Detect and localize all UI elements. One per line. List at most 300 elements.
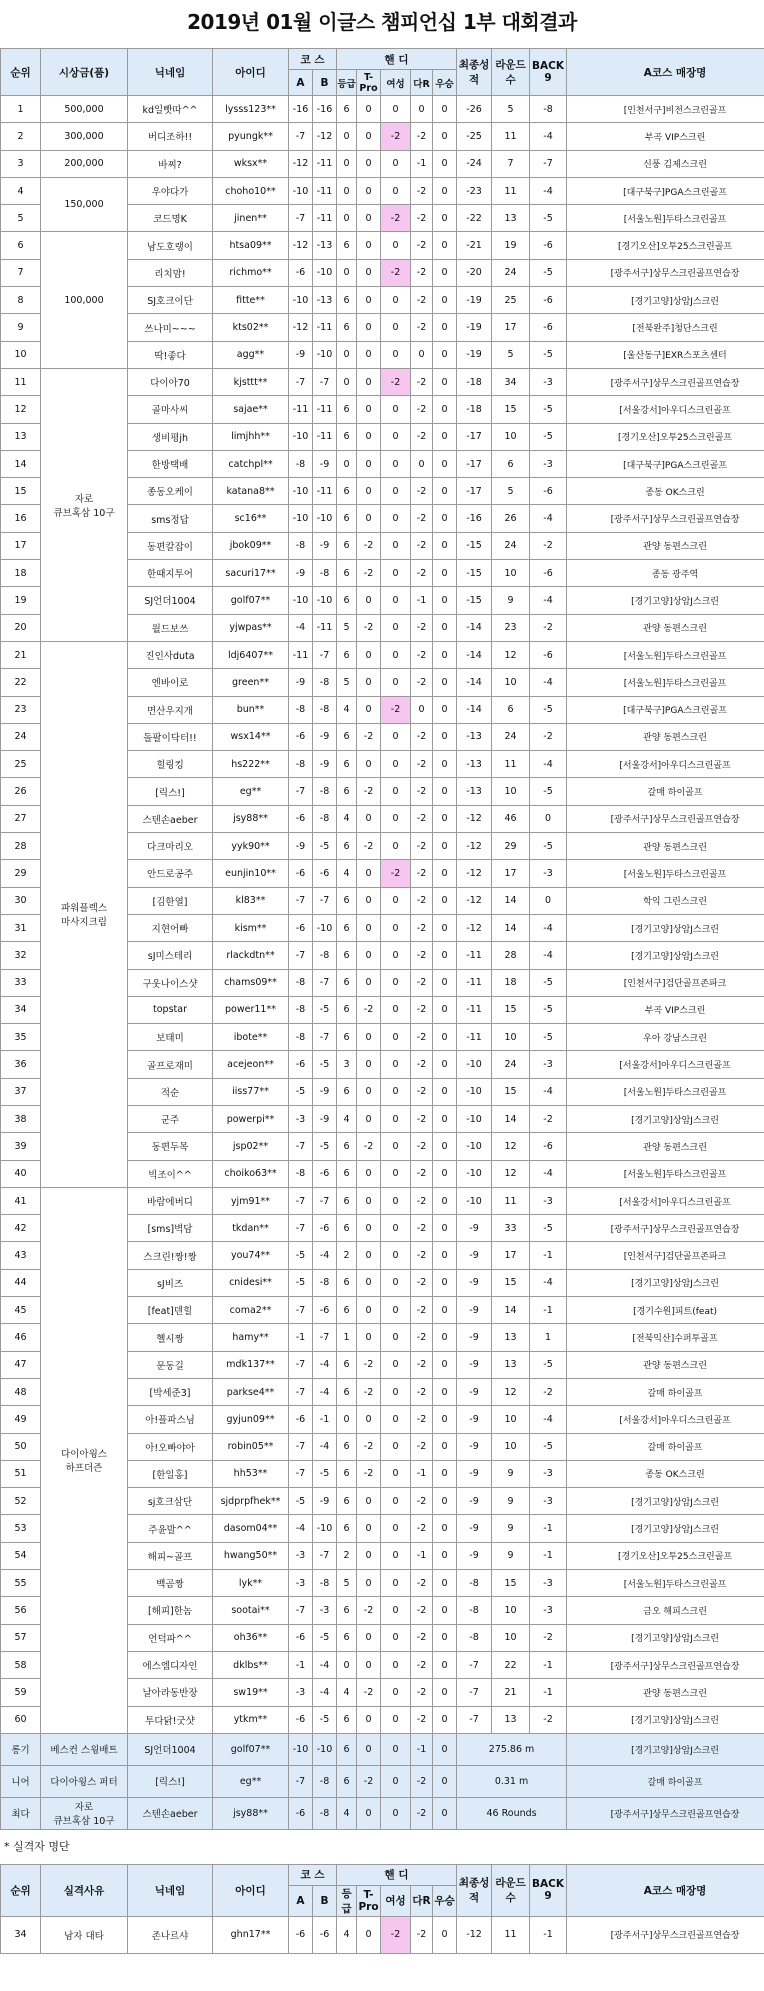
multi-round-cell: -2 [411, 1679, 433, 1706]
course-a-cell: -7 [289, 778, 313, 805]
win-cell: 0 [433, 1916, 457, 1953]
course-b-cell: -9 [313, 1078, 337, 1105]
grade-cell: 6 [337, 751, 357, 778]
course-a-cell: -3 [289, 1570, 313, 1597]
grade-cell: 6 [337, 887, 357, 914]
rounds-cell: 24 [492, 532, 530, 559]
course-b-cell: -12 [313, 123, 337, 150]
final-score-cell: -11 [457, 969, 492, 996]
win-cell: 0 [433, 232, 457, 259]
win-cell: 0 [433, 778, 457, 805]
course-a-cell: -3 [289, 1105, 313, 1132]
course-b-cell: -7 [313, 969, 337, 996]
id-cell: ghn17** [213, 1916, 289, 1953]
back9-cell: -4 [530, 1160, 567, 1187]
grade-cell: 0 [337, 1651, 357, 1678]
dq-header-rounds: 라운드수 [492, 1864, 530, 1916]
course-b-cell: -10 [313, 1733, 337, 1765]
rounds-cell: 17 [492, 1242, 530, 1269]
nickname-cell: [김한열] [128, 887, 213, 914]
tpro-cell: 0 [357, 368, 381, 395]
final-score-cell: -9 [457, 1324, 492, 1351]
tpro-cell: -2 [357, 778, 381, 805]
final-score-cell: -11 [457, 942, 492, 969]
female-cell: 0 [381, 833, 411, 860]
dq-header-course-a: A [289, 1885, 313, 1916]
final-score-cell: -15 [457, 587, 492, 614]
nickname-cell: 투다닭!굿샷 [128, 1706, 213, 1733]
tpro-cell: 0 [357, 396, 381, 423]
win-cell: 0 [433, 1242, 457, 1269]
course-b-cell: -5 [313, 1624, 337, 1651]
tpro-cell: 0 [357, 423, 381, 450]
course-b-cell: -10 [313, 259, 337, 286]
header-grade: 등급 [337, 70, 357, 96]
nickname-cell: 코드명K [128, 205, 213, 232]
dq-header-id: 아이디 [213, 1864, 289, 1916]
rounds-cell: 13 [492, 1324, 530, 1351]
tpro-cell: 0 [357, 1187, 381, 1214]
grade-cell: 6 [337, 587, 357, 614]
store-cell: [서울노원]두타스크린골프 [567, 1078, 764, 1105]
course-b-cell: -3 [313, 1597, 337, 1624]
win-cell: 0 [433, 478, 457, 505]
dq-header-final: 최종성적 [457, 1864, 492, 1916]
rank-cell: 17 [1, 532, 41, 559]
win-cell: 0 [433, 314, 457, 341]
award-prize-cell: 자로 큐브혹삼 10구 [41, 1797, 128, 1829]
female-cell: 0 [381, 751, 411, 778]
female-cell: 0 [381, 587, 411, 614]
female-cell: 0 [381, 723, 411, 750]
multi-round-cell: -2 [411, 860, 433, 887]
store-cell: [전북익산]수퍼투골프 [567, 1324, 764, 1351]
course-b-cell: -4 [313, 1679, 337, 1706]
course-b-cell: -4 [313, 1651, 337, 1678]
course-a-cell: -12 [289, 150, 313, 177]
course-a-cell: -7 [289, 1597, 313, 1624]
female-cell: 0 [381, 1160, 411, 1187]
id-cell: you74** [213, 1242, 289, 1269]
win-cell: 0 [433, 1297, 457, 1324]
id-cell: oh36** [213, 1624, 289, 1651]
course-a-cell: -8 [289, 751, 313, 778]
nickname-cell: 헬시짱 [128, 1324, 213, 1351]
tpro-cell: 0 [357, 314, 381, 341]
rounds-cell: 10 [492, 669, 530, 696]
win-cell: 0 [433, 1269, 457, 1296]
final-score-cell: -23 [457, 177, 492, 204]
tpro-cell: -2 [357, 723, 381, 750]
nickname-cell: 생비평jh [128, 423, 213, 450]
grade-cell: 0 [337, 341, 357, 368]
multi-round-cell: -2 [411, 1078, 433, 1105]
multi-round-cell: -2 [411, 1105, 433, 1132]
female-cell: 0 [381, 1133, 411, 1160]
female-cell: 0 [381, 396, 411, 423]
table-row [1, 177, 764, 204]
header-course-b: B [313, 70, 337, 96]
course-a-cell: -7 [289, 1215, 313, 1242]
rank-cell: 56 [1, 1597, 41, 1624]
tpro-cell: 0 [357, 1706, 381, 1733]
female-cell: 0 [381, 1542, 411, 1569]
back9-cell: -6 [530, 287, 567, 314]
grade-cell: 6 [337, 423, 357, 450]
grade-cell: 6 [337, 1133, 357, 1160]
course-a-cell: -9 [289, 560, 313, 587]
grade-cell: 6 [337, 1269, 357, 1296]
rounds-cell: 21 [492, 1679, 530, 1706]
nickname-cell: 스크린!짱!짱 [128, 1242, 213, 1269]
nickname-cell: 빅조이^^ [128, 1160, 213, 1187]
nickname-cell: [한일홍] [128, 1460, 213, 1487]
id-cell: cnidesi** [213, 1269, 289, 1296]
rank-cell: 11 [1, 368, 41, 395]
female-cell: -2 [381, 1916, 411, 1953]
grade-cell: 6 [337, 505, 357, 532]
store-cell: 종동 OK스크린 [567, 1460, 764, 1487]
rank-cell: 34 [1, 1916, 41, 1953]
final-score-cell: -17 [457, 478, 492, 505]
win-cell: 0 [433, 696, 457, 723]
rounds-cell: 11 [492, 751, 530, 778]
store-cell: [광주서구]상무스크린골프연습장 [567, 368, 764, 395]
back9-cell: -5 [530, 696, 567, 723]
header-tpro: T-Pro [357, 70, 381, 96]
final-score-cell: -8 [457, 1597, 492, 1624]
female-cell: -2 [381, 123, 411, 150]
back9-cell: -2 [530, 1378, 567, 1405]
tpro-cell: 0 [357, 587, 381, 614]
win-cell: 0 [433, 751, 457, 778]
grade-cell: 6 [337, 996, 357, 1023]
rounds-cell: 14 [492, 1297, 530, 1324]
win-cell: 0 [433, 641, 457, 668]
grade-cell: 4 [337, 860, 357, 887]
back9-cell: -4 [530, 751, 567, 778]
course-b-cell: -9 [313, 532, 337, 559]
rank-cell: 60 [1, 1706, 41, 1733]
store-cell: 관양 동편스크린 [567, 723, 764, 750]
final-score-cell: -14 [457, 641, 492, 668]
nickname-cell: 군주 [128, 1105, 213, 1132]
course-a-cell: -4 [289, 1515, 313, 1542]
nickname-cell: 아!오빠야아 [128, 1433, 213, 1460]
female-cell: -2 [381, 696, 411, 723]
rounds-cell: 25 [492, 287, 530, 314]
win-cell: 0 [433, 96, 457, 123]
multi-round-cell: -2 [411, 1433, 433, 1460]
store-cell: [광주서구]상무스크린골프연습장 [567, 505, 764, 532]
grade-cell: 4 [337, 1797, 357, 1829]
final-score-cell: -18 [457, 368, 492, 395]
multi-round-cell: -2 [411, 669, 433, 696]
multi-round-cell: -2 [411, 887, 433, 914]
prize-cell: 파워플렉스 마사지크림 [41, 641, 128, 1187]
tpro-cell: 0 [357, 150, 381, 177]
store-cell: 관양 동편스크린 [567, 1679, 764, 1706]
id-cell: yjwpas** [213, 614, 289, 641]
tpro-cell: 0 [357, 942, 381, 969]
rank-cell: 25 [1, 751, 41, 778]
store-cell: [인천서구]검단골프존파크 [567, 969, 764, 996]
tpro-cell: 0 [357, 805, 381, 832]
grade-cell: 4 [337, 1105, 357, 1132]
tpro-cell: 0 [357, 914, 381, 941]
rank-cell: 23 [1, 696, 41, 723]
win-cell: 0 [433, 368, 457, 395]
nickname-cell: 한때지투어 [128, 560, 213, 587]
tpro-cell: 0 [357, 96, 381, 123]
rounds-cell: 13 [492, 205, 530, 232]
nickname-cell: 종동오케이 [128, 478, 213, 505]
female-cell: 0 [381, 1324, 411, 1351]
multi-round-cell: -2 [411, 368, 433, 395]
nickname-cell: 해피~골프 [128, 1542, 213, 1569]
grade-cell: 6 [337, 641, 357, 668]
back9-cell: 0 [530, 887, 567, 914]
course-a-cell: -8 [289, 969, 313, 996]
grade-cell: 6 [337, 1160, 357, 1187]
back9-cell: -4 [530, 123, 567, 150]
tpro-cell: 0 [357, 123, 381, 150]
grade-cell: 6 [337, 1597, 357, 1624]
dq-header-grade: 등급 [337, 1885, 357, 1916]
header-multi: 다R [411, 70, 433, 96]
rank-cell: 13 [1, 423, 41, 450]
store-cell: [대구북구]PGA스크린골프 [567, 696, 764, 723]
final-score-cell: -12 [457, 860, 492, 887]
header-back9: BACK 9 [530, 49, 567, 96]
female-cell: 0 [381, 1351, 411, 1378]
win-cell: 0 [433, 450, 457, 477]
win-cell: 0 [433, 1651, 457, 1678]
multi-round-cell: -2 [411, 641, 433, 668]
rank-cell: 29 [1, 860, 41, 887]
grade-cell: 0 [337, 259, 357, 286]
win-cell: 0 [433, 259, 457, 286]
special-awards [1, 1733, 764, 1829]
id-cell: hwang50** [213, 1542, 289, 1569]
store-cell: [경기수원]피트(feat) [567, 1297, 764, 1324]
store-cell: [서울노원]두타스크린골프 [567, 860, 764, 887]
course-a-cell: -16 [289, 96, 313, 123]
grade-cell: 0 [337, 450, 357, 477]
course-a-cell: -6 [289, 1916, 313, 1953]
store-cell: 부곡 VIP스크린 [567, 123, 764, 150]
grade-cell: 4 [337, 805, 357, 832]
rounds-cell: 10 [492, 1024, 530, 1051]
rank-cell: 53 [1, 1515, 41, 1542]
course-a-cell: -1 [289, 1651, 313, 1678]
back9-cell: -6 [530, 641, 567, 668]
grade-cell: 6 [337, 1488, 357, 1515]
grade-cell: 2 [337, 1542, 357, 1569]
grade-cell: 6 [337, 1351, 357, 1378]
multi-round-cell: -2 [411, 969, 433, 996]
female-cell: 0 [381, 1679, 411, 1706]
female-cell: 0 [381, 1215, 411, 1242]
win-cell: 0 [433, 505, 457, 532]
final-score-cell: -14 [457, 614, 492, 641]
female-cell: 0 [381, 1406, 411, 1433]
course-b-cell: -11 [313, 614, 337, 641]
rounds-cell: 23 [492, 614, 530, 641]
nickname-cell: 딱!좋다 [128, 341, 213, 368]
back9-cell: -5 [530, 969, 567, 996]
female-cell: 0 [381, 1105, 411, 1132]
course-b-cell: -10 [313, 505, 337, 532]
grade-cell: 0 [337, 1406, 357, 1433]
final-score-cell: -12 [457, 805, 492, 832]
special-award-row [1, 1765, 764, 1797]
store-cell: [광주서구]상무스크린골프연습장 [567, 805, 764, 832]
final-score-cell: -10 [457, 1051, 492, 1078]
rank-cell: 5 [1, 205, 41, 232]
back9-cell: -5 [530, 996, 567, 1023]
back9-cell: 0 [530, 805, 567, 832]
final-score-cell: -11 [457, 996, 492, 1023]
nickname-cell: 골프로재미 [128, 1051, 213, 1078]
grade-cell: 6 [337, 833, 357, 860]
female-cell: 0 [381, 887, 411, 914]
store-cell: 관양 동편스크린 [567, 1133, 764, 1160]
tpro-cell: 0 [357, 669, 381, 696]
store-cell: [경기고양]상암J스크린 [567, 1624, 764, 1651]
female-cell: 0 [381, 1624, 411, 1651]
win-cell: 0 [433, 1024, 457, 1051]
final-score-cell: -9 [457, 1378, 492, 1405]
prize-cell: 200,000 [41, 150, 128, 177]
id-cell: tkdan** [213, 1215, 289, 1242]
results-table-header [1, 49, 764, 96]
course-a-cell: -8 [289, 1160, 313, 1187]
course-a-cell: -8 [289, 1024, 313, 1051]
header-handicap: 핸 디 [337, 49, 457, 70]
multi-round-cell: -2 [411, 614, 433, 641]
female-cell: 0 [381, 669, 411, 696]
id-cell: kts02** [213, 314, 289, 341]
header-prize: 시상금(품) [41, 49, 128, 96]
rounds-cell: 11 [492, 1916, 530, 1953]
win-cell: 0 [433, 532, 457, 559]
disqualified-row [1, 1916, 764, 1953]
win-cell: 0 [433, 1378, 457, 1405]
course-b-cell: -8 [313, 1269, 337, 1296]
back9-cell: -1 [530, 1679, 567, 1706]
grade-cell: 6 [337, 1706, 357, 1733]
id-cell: parkse4** [213, 1378, 289, 1405]
nickname-cell: 주윤발^^ [128, 1515, 213, 1542]
id-cell: sootai** [213, 1597, 289, 1624]
course-b-cell: -13 [313, 232, 337, 259]
final-score-cell: -13 [457, 751, 492, 778]
rounds-cell: 13 [492, 1351, 530, 1378]
course-b-cell: -1 [313, 1406, 337, 1433]
tpro-cell: 0 [357, 205, 381, 232]
back9-cell: -3 [530, 1051, 567, 1078]
win-cell: 0 [433, 805, 457, 832]
multi-round-cell: -2 [411, 1269, 433, 1296]
multi-round-cell: -2 [411, 1765, 433, 1797]
rounds-cell: 5 [492, 341, 530, 368]
female-cell: -2 [381, 205, 411, 232]
grade-cell: 4 [337, 1916, 357, 1953]
back9-cell: -5 [530, 1215, 567, 1242]
reason-cell: 남자 대타 [41, 1916, 128, 1953]
nickname-cell: [sms]벽담 [128, 1215, 213, 1242]
store-cell: [경기고양]상암J스크린 [567, 1105, 764, 1132]
nickname-cell: 에스엠디자인 [128, 1651, 213, 1678]
rank-cell: 2 [1, 123, 41, 150]
final-score-cell: -7 [457, 1679, 492, 1706]
rank-cell: 1 [1, 96, 41, 123]
tpro-cell: 0 [357, 1406, 381, 1433]
rank-cell: 32 [1, 942, 41, 969]
course-b-cell: -13 [313, 287, 337, 314]
course-a-cell: -10 [289, 505, 313, 532]
rank-cell: 48 [1, 1378, 41, 1405]
rounds-cell: 28 [492, 942, 530, 969]
id-cell: pyungk** [213, 123, 289, 150]
store-cell: [경기고양]상암J스크린 [567, 1488, 764, 1515]
nickname-cell: 버디조하!! [128, 123, 213, 150]
final-score-cell: -22 [457, 205, 492, 232]
tpro-cell: -2 [357, 560, 381, 587]
id-cell: lyk** [213, 1570, 289, 1597]
female-cell: 0 [381, 1242, 411, 1269]
win-cell: 0 [433, 833, 457, 860]
prize-cell: 150,000 [41, 177, 128, 232]
female-cell: 0 [381, 532, 411, 559]
final-score-cell: -17 [457, 423, 492, 450]
store-cell: [경기오산]오투25스크린골프 [567, 423, 764, 450]
final-score-cell: -18 [457, 396, 492, 423]
final-score-cell: -10 [457, 1187, 492, 1214]
store-cell: [대구북구]PGA스크린골프 [567, 177, 764, 204]
course-b-cell: -8 [313, 1570, 337, 1597]
dq-header-win: 우승 [433, 1885, 457, 1916]
win-cell: 0 [433, 1433, 457, 1460]
back9-cell: -3 [530, 1187, 567, 1214]
store-cell: [광주서구]상무스크린골프연습장 [567, 1797, 764, 1829]
female-cell: 0 [381, 314, 411, 341]
rank-cell: 22 [1, 669, 41, 696]
course-b-cell: -8 [313, 560, 337, 587]
id-cell: golf07** [213, 1733, 289, 1765]
back9-cell: -5 [530, 259, 567, 286]
course-a-cell: -11 [289, 396, 313, 423]
rank-cell: 31 [1, 914, 41, 941]
store-cell: [전북완주]청단스크린 [567, 314, 764, 341]
final-score-cell: -16 [457, 505, 492, 532]
store-cell: 관양 동편스크린 [567, 833, 764, 860]
nickname-cell: 바람에버디 [128, 1187, 213, 1214]
rounds-cell: 10 [492, 1624, 530, 1651]
multi-round-cell: -1 [411, 1733, 433, 1765]
win-cell: 0 [433, 1597, 457, 1624]
nickname-cell: 리치맘! [128, 259, 213, 286]
final-score-cell: -14 [457, 696, 492, 723]
award-prize-cell: 베스컨 스윙배트 [41, 1733, 128, 1765]
female-cell: 0 [381, 1051, 411, 1078]
multi-round-cell: -2 [411, 751, 433, 778]
store-cell: [광주서구]상무스크린골프연습장 [567, 1215, 764, 1242]
course-b-cell: -8 [313, 942, 337, 969]
female-cell: 0 [381, 942, 411, 969]
nickname-cell: 보태미 [128, 1024, 213, 1051]
